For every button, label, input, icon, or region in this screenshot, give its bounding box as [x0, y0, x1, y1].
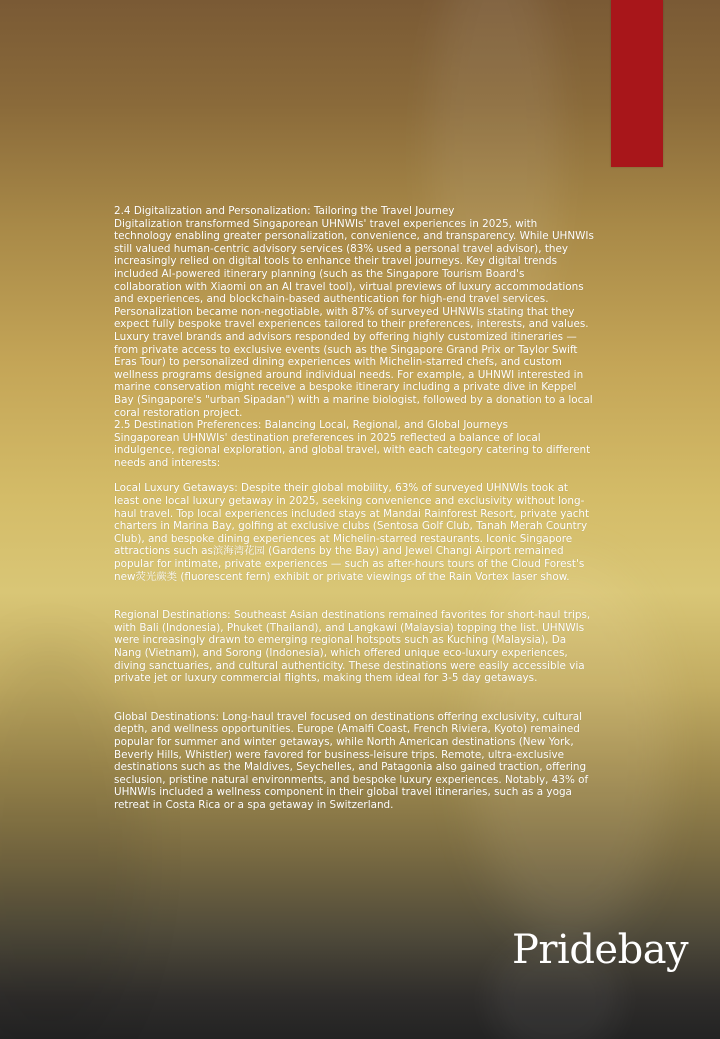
- paragraph-destination-intro: Singaporean UHNWIs' destination preferences in 2025 reflected a balance of local indulgence, regional exploration, and global travel, with each category catering to different needs and interests:: [114, 431, 591, 469]
- red-bookmark-ribbon: [611, 0, 663, 167]
- paragraph-local-getaways: Local Luxury Getaways: Despite their global mobility, 63% of surveyed UHNWIs took at least one local luxury getaway in 2025, seeking convenience and exclusivity without long-haul travel. Top local experiences included stays at Mandai Rainforest Resort, private yacht charters in Marina Bay, golfing at exclusive clubs (Sentosa Golf Club, Tanah Merah Country Club), and bespoke dining experiences at Michelin-starred restaurants. Iconic Singapore attractions such as滨海湾花园 (Gardens by the Bay) and Jewel Changi Airport remained popular for intimate, private experiences — such as after-hours tours of the Cloud Forest's new荧光蕨类 (fluorescent fern) exhibit or private viewings of the Rain Vortex laser show.: [114, 482, 590, 583]
- pridebay-logo: Pridebay: [512, 927, 689, 973]
- paragraph-spacer: [114, 685, 594, 711]
- document-body: [114, 205, 594, 812]
- paragraph-digitalization: Digitalization transformed Singaporean UHNWIs' travel experiences in 2025, with technology enabling greater personalization, convenience, and transparency. While UHNWIs still valued human-centric advisory services (83% used a personal travel advisor), they increasingly relied on digital tools to enhance their travel journeys. Key digital trends included AI-powered itinerary planning (such as the Singapore Tourism Board's collaboration with Xiaomi on an AI travel tool), virtual previews of luxury accommodations and experiences, and blockchain-based authentication for high-end travel services.: [114, 217, 594, 306]
- paragraph-regional-destinations: Regional Destinations: Southeast Asian destinations remained favorites for short-haul trips, with Bali (Indonesia), Phuket (Thailand), and Langkawi (Malaysia) topping the list. UHNWIs were increasingly drawn to emerging regional hotspots such as Kuching (Malaysia), Da Nang (Vietnam), and Sorong (Indonesia), which offered unique eco-luxury experiences, diving sanctuaries, and cultural authenticity. These destinations were easily accessible via private jet or luxury commercial flights, making them ideal for 3-5 day getaways.: [114, 609, 591, 685]
- section-heading-2-4: 2.4 Digitalization and Personalization: Tailoring the Travel Journey: [114, 205, 455, 217]
- section-heading-2-5: 2.5 Destination Preferences: Balancing Local, Regional, and Global Journeys: [114, 419, 508, 432]
- paragraph-global-destinations: Global Destinations: Long-haul travel focused on destinations offering exclusivity, cultural depth, and wellness opportunities. Europe (Amalfi Coast, French Riviera, Kyoto) remained popular for summer and winter getaways, while North American destinations (New York, Beverly Hills, Whistler) were favored for business-leisure trips. Remote, ultra-exclusive destinations such as the Maldives, Seychelles, and Patagonia also gained traction, offering seclusion, pristine natural environments, and bespoke luxury experiences. Notably, 43% of UHNWIs included a wellness component in their global travel itineraries, such as a yoga retreat in Costa Rica or a spa getaway in Switzerland.: [114, 710, 589, 811]
- paragraph-spacer: [114, 469, 594, 482]
- paragraph-spacer: [114, 583, 594, 609]
- paragraph-personalization: Personalization became non-negotiable, with 87% of surveyed UHNWIs stating that they expect fully bespoke travel experiences tailored to their preferences, interests, and values. Luxury travel brands and advisors responded by offering highly customized itineraries — from private access to exclusive events (such as the Singapore Grand Prix or Taylor Swift Eras Tour) to personalized dining experiences with Michelin-starred chefs, and custom wellness programs designed around individual needs. For example, a UHNWI interested in marine conservation might receive a bespoke itinerary including a private dive in Keppel Bay (Singapore's "urban Sipadan") with a marine biologist, followed by a donation to a local coral restoration project.: [114, 305, 593, 419]
